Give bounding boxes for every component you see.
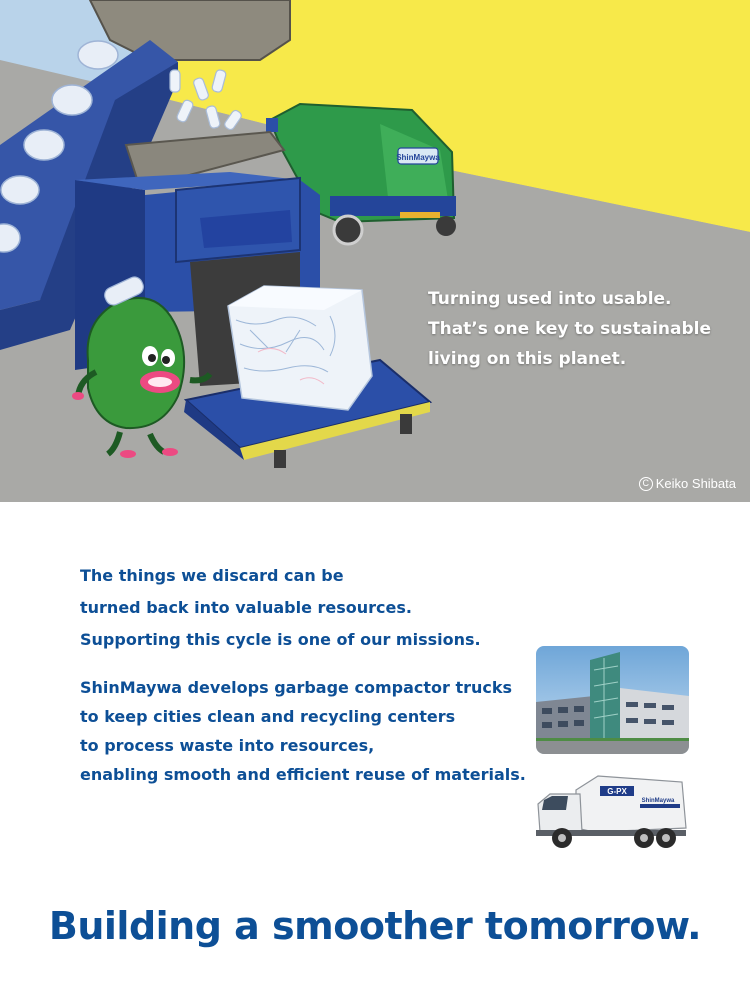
hero-caption-line: Turning used into usable. (428, 289, 672, 309)
detail-line: to keep cities clean and recycling centers (80, 707, 456, 726)
intro-line: The things we discard can be (80, 566, 344, 585)
hero-caption-line: living on this planet. (428, 349, 627, 369)
detail-line: ShinMaywa develops garbage compactor trucks (80, 678, 513, 697)
recycling-center-photo (536, 646, 689, 754)
compressed-bottle-bale (228, 286, 372, 410)
truck-brand-label: ShinMaywa (396, 153, 440, 162)
truck-image (536, 770, 689, 854)
detail-line: enabling smooth and efficient reuse of materials. (80, 765, 526, 784)
building-image (536, 646, 689, 754)
truck-model-label: G-PX (607, 787, 627, 796)
intro-paragraph (80, 560, 481, 656)
hero-illustration (0, 0, 750, 502)
detail-paragraph (80, 673, 526, 789)
credit-name: Keiko Shibata (655, 476, 736, 491)
illustration-credit (639, 476, 736, 491)
hero-caption (428, 284, 743, 374)
truck-photo-brand: ShinMaywa (641, 798, 675, 804)
compactor-truck-photo (536, 770, 689, 854)
recycling-illustration (0, 0, 750, 502)
copyright-icon: C (639, 477, 653, 491)
hero-caption-line: That’s one key to sustainable (428, 319, 711, 339)
intro-line: Supporting this cycle is one of our missions. (80, 630, 481, 649)
detail-line: to process waste into resources, (80, 736, 375, 755)
intro-line: turned back into valuable resources. (80, 598, 412, 617)
tagline-heading: Building a smoother tomorrow. (48, 904, 702, 948)
